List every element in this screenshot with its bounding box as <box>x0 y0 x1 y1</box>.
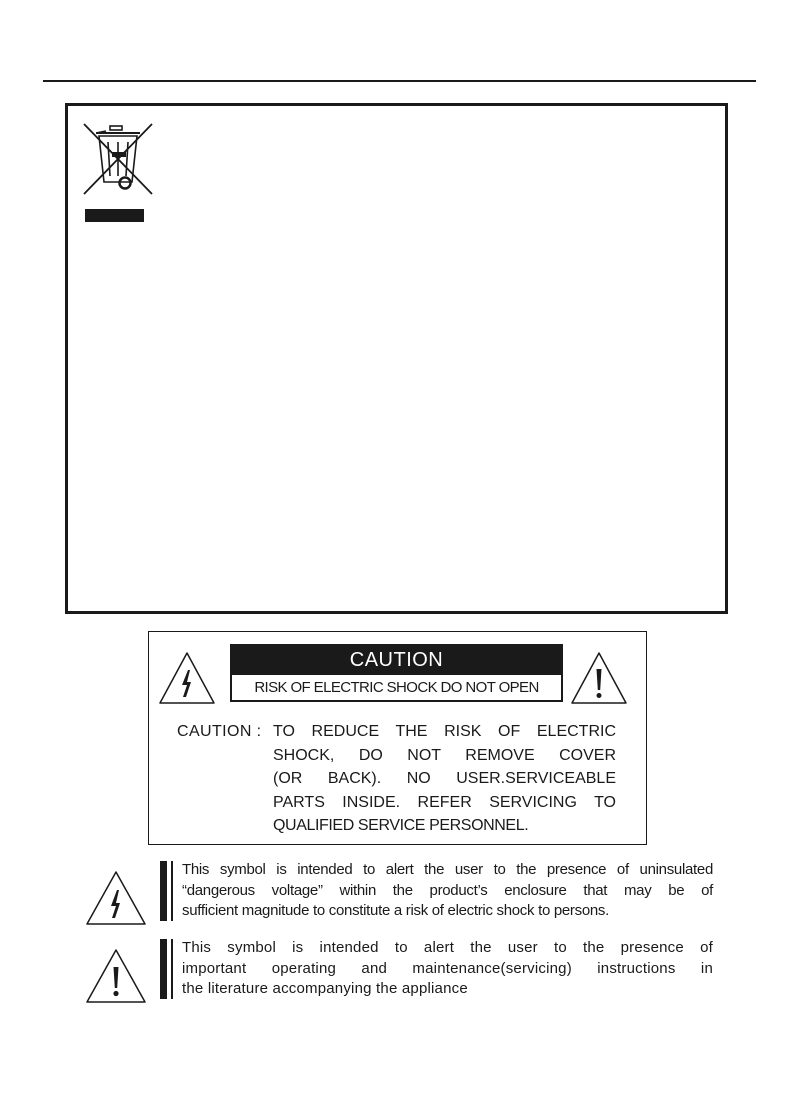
lightning-bolt-triangle-icon <box>84 869 148 927</box>
caution-line: QUALIFIED SERVICE PERSONNEL. <box>273 817 529 834</box>
symbol-line: sufficient magnitude to constitute a risk of electric shock to persons. <box>182 902 609 919</box>
weee-black-bar <box>85 209 144 222</box>
lightning-bolt-triangle-icon <box>157 650 217 706</box>
caution-header <box>230 644 563 702</box>
exclamation-symbol-explanation <box>84 939 724 1005</box>
caution-line: PARTS INSIDE. REFER SERVICING TO <box>273 793 616 811</box>
symbol-line: “dangerous voltage” within the product’s enclosure that may be of <box>182 881 713 899</box>
crossed-out-wheelie-bin-icon <box>82 122 154 196</box>
header-rule <box>43 80 756 82</box>
caution-line: TO REDUCE THE RISK OF ELECTRIC <box>273 723 616 740</box>
exclamation-triangle-icon <box>84 947 148 1005</box>
caution-body <box>273 720 616 838</box>
symbol-line: This symbol is intended to alert the user to the presence of uninsulated <box>182 861 713 878</box>
caution-line: SHOCK, DO NOT REMOVE COVER <box>273 746 616 764</box>
divider-bar-thick <box>160 861 167 921</box>
shock-symbol-explanation <box>84 861 724 927</box>
divider-bar-thin <box>171 939 173 999</box>
divider-bar-thick <box>160 939 167 999</box>
divider-bar-thin <box>171 861 173 921</box>
caution-label: CAUTION : <box>177 723 262 740</box>
exclamation-triangle-icon <box>569 650 629 706</box>
symbol-line: This symbol is intended to alert the user to the presence of <box>182 939 713 956</box>
caution-title: CAUTION <box>232 646 561 675</box>
symbol-line: important operating and maintenance(servicing) instructions in <box>182 959 713 977</box>
shock-symbol-text <box>182 860 713 922</box>
caution-line: (OR BACK). NO USER.SERVICEABLE <box>273 770 616 787</box>
caution-panel <box>148 631 647 845</box>
caution-subtitle: RISK OF ELECTRIC SHOCK DO NOT OPEN <box>254 679 539 696</box>
weee-notice-box <box>65 103 728 614</box>
symbol-line: the literature accompanying the appliance <box>182 980 468 997</box>
exclamation-symbol-text <box>182 938 713 1000</box>
